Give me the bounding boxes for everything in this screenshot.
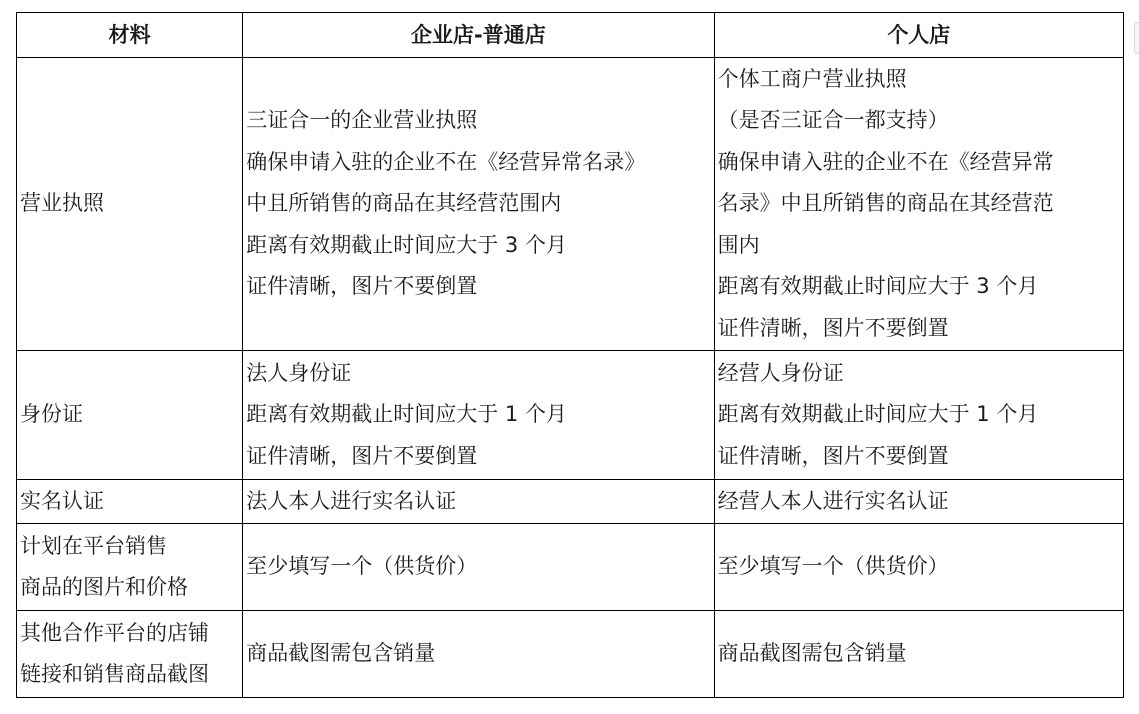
requirement-line: 证件清晰，图片不要倒置 [246, 443, 478, 468]
material-text: 实名认证 [20, 488, 104, 513]
material-cell [17, 524, 243, 611]
requirement-line: 至少填写一个（供货价） [717, 554, 949, 579]
material-text: 营业执照 [20, 191, 104, 216]
requirement-line: 法人身份证 [246, 360, 352, 385]
requirement-line: 距离有效期截止时间应大于 1 个月 [717, 402, 1039, 427]
requirement-line: 确保申请入驻的企业不在《经营异常 [717, 149, 1054, 174]
enterprise-cell [243, 480, 714, 524]
enterprise-cell [243, 524, 714, 611]
requirement-line: 证件清晰，图片不要倒置 [246, 274, 478, 299]
personal-cell [714, 524, 1123, 611]
enterprise-cell [243, 351, 714, 480]
table-row-product-images-prices [17, 524, 1124, 611]
material-text: 链接和销售商品截图 [20, 662, 209, 686]
requirement-line: 确保申请入驻的企业不在《经营异常名录》 [246, 149, 646, 174]
requirement-line: 距离有效期截止时间应大于 1 个月 [246, 402, 567, 427]
header-material: 材料 [17, 13, 243, 58]
side-handle[interactable] [1134, 22, 1139, 54]
personal-cell [714, 611, 1123, 698]
requirement-line: 至少填写一个（供货价） [246, 554, 478, 579]
material-cell [17, 611, 243, 698]
header-personal-store: 个人店 [714, 13, 1123, 58]
enterprise-cell [243, 58, 714, 351]
header-row [17, 13, 1124, 58]
requirement-line: 三证合一的企业营业执照 [246, 108, 478, 133]
requirement-line: 距离有效期截止时间应大于 3 个月 [246, 232, 567, 257]
personal-cell [714, 351, 1123, 480]
table-row-other-platforms [17, 611, 1124, 698]
requirement-line: 证件清晰，图片不要倒置 [717, 443, 949, 468]
requirement-line: 中且所销售的商品在其经营范围内 [246, 191, 562, 216]
material-cell [17, 480, 243, 524]
requirement-line: 法人本人进行实名认证 [246, 488, 457, 513]
materials-table [16, 12, 1124, 698]
requirement-line: 名录》中且所销售的商品在其经营范 [717, 191, 1054, 216]
material-text: 商品的图片和价格 [20, 575, 188, 599]
material-text: 其他合作平台的店铺 [20, 620, 209, 645]
table-row-business-license [17, 58, 1124, 351]
requirement-line: 个体工商户营业执照 [717, 66, 907, 91]
material-text: 身份证 [20, 402, 83, 427]
requirement-line: 经营人本人进行实名认证 [717, 488, 949, 513]
requirement-line: 围内 [717, 232, 760, 257]
personal-cell [714, 480, 1123, 524]
requirement-line: 商品截图需包含销量 [246, 641, 436, 666]
material-text: 计划在平台销售 [20, 533, 167, 558]
table-row-id-card [17, 351, 1124, 480]
requirement-line: 证件清晰，图片不要倒置 [717, 315, 949, 340]
requirement-line: （是否三证合一都支持） [717, 108, 949, 133]
table-row-real-name-auth [17, 480, 1124, 524]
requirement-line: 商品截图需包含销量 [717, 641, 907, 666]
requirement-line: 距离有效期截止时间应大于 3 个月 [717, 274, 1039, 299]
material-cell [17, 58, 243, 351]
material-cell [17, 351, 243, 480]
personal-cell [714, 58, 1123, 351]
requirement-line: 经营人身份证 [717, 360, 844, 385]
header-enterprise-store: 企业店-普通店 [243, 13, 714, 58]
enterprise-cell [243, 611, 714, 698]
